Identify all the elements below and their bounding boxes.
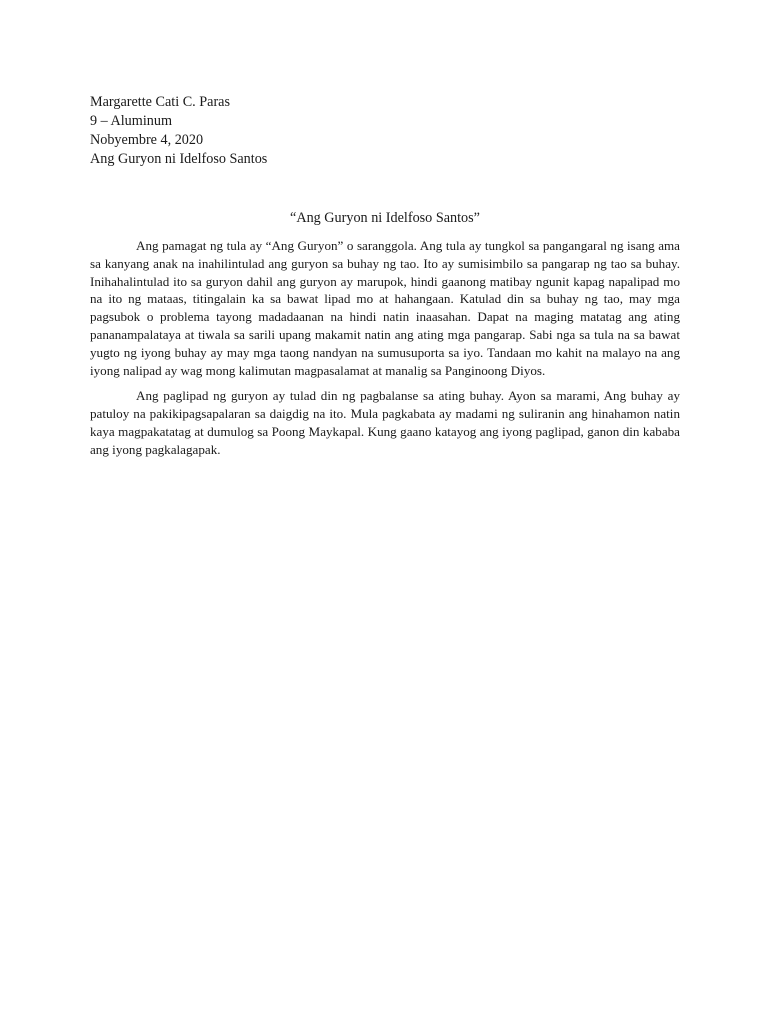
author-name: Margarette Cati C. Paras — [90, 94, 230, 110]
grade-section: 9 – Aluminum — [90, 113, 172, 129]
document-date: Nobyembre 4, 2020 — [90, 132, 204, 148]
document-title: “Ang Guryon ni Idelfoso Santos” — [290, 210, 480, 226]
document-body — [90, 237, 680, 467]
paragraph-2: Ang paglipad ng guryon ay tulad din ng pagbalanse sa ating buhay. Ayon sa marami, Ang buhay ay patuloy na pakikipagsapalaran sa daigdig na ito. Mula pagkabata ay madami ng suliranin ang hinahamon natin kaya magpakatatag at dumulog sa Poong Maykapal. Kung gaano katayog ang iyong paglipad, ganon din kababa ang iyong pagkalagapak. — [90, 388, 680, 457]
document-subject: Ang Guryon ni Idelfoso Santos — [90, 151, 268, 167]
document-header — [90, 93, 267, 169]
paragraph-1: Ang pamagat ng tula ay “Ang Guryon” o saranggola. Ang tula ay tungkol sa pangangaral ng isang ama sa kanyang anak na inahilintulad ang guryon sa buhay ng tao. Ito ay sumisimbilo sa pangarap ng tao sa buhay. Inihahalintulad ito sa guryon dahil ang guryon ay marupok, hindi gaanong matibay ngunit kapag napalipad mo na ito ng mataas, titingalain ka sa bawat lipad mo at hahangaan. Katulad din sa buhay ng tao, may mga pagsubok o problema tayong madadaanan na hindi natin inaasahan. Dapat na maging matatag ang ating pananampalataya at tiwala sa sarili upang makamit natin ang ating mga pangarap. Sabi nga sa tula na sa bawat yugto ng iyong buhay ay may mga taong nandyan na sumusuporta sa iyo. Tandaan mo kahit na malayo na ang iyong nalipad ay wag mong kalimutan magpasalamat at manalig sa Panginoong Diyos. — [90, 238, 680, 378]
